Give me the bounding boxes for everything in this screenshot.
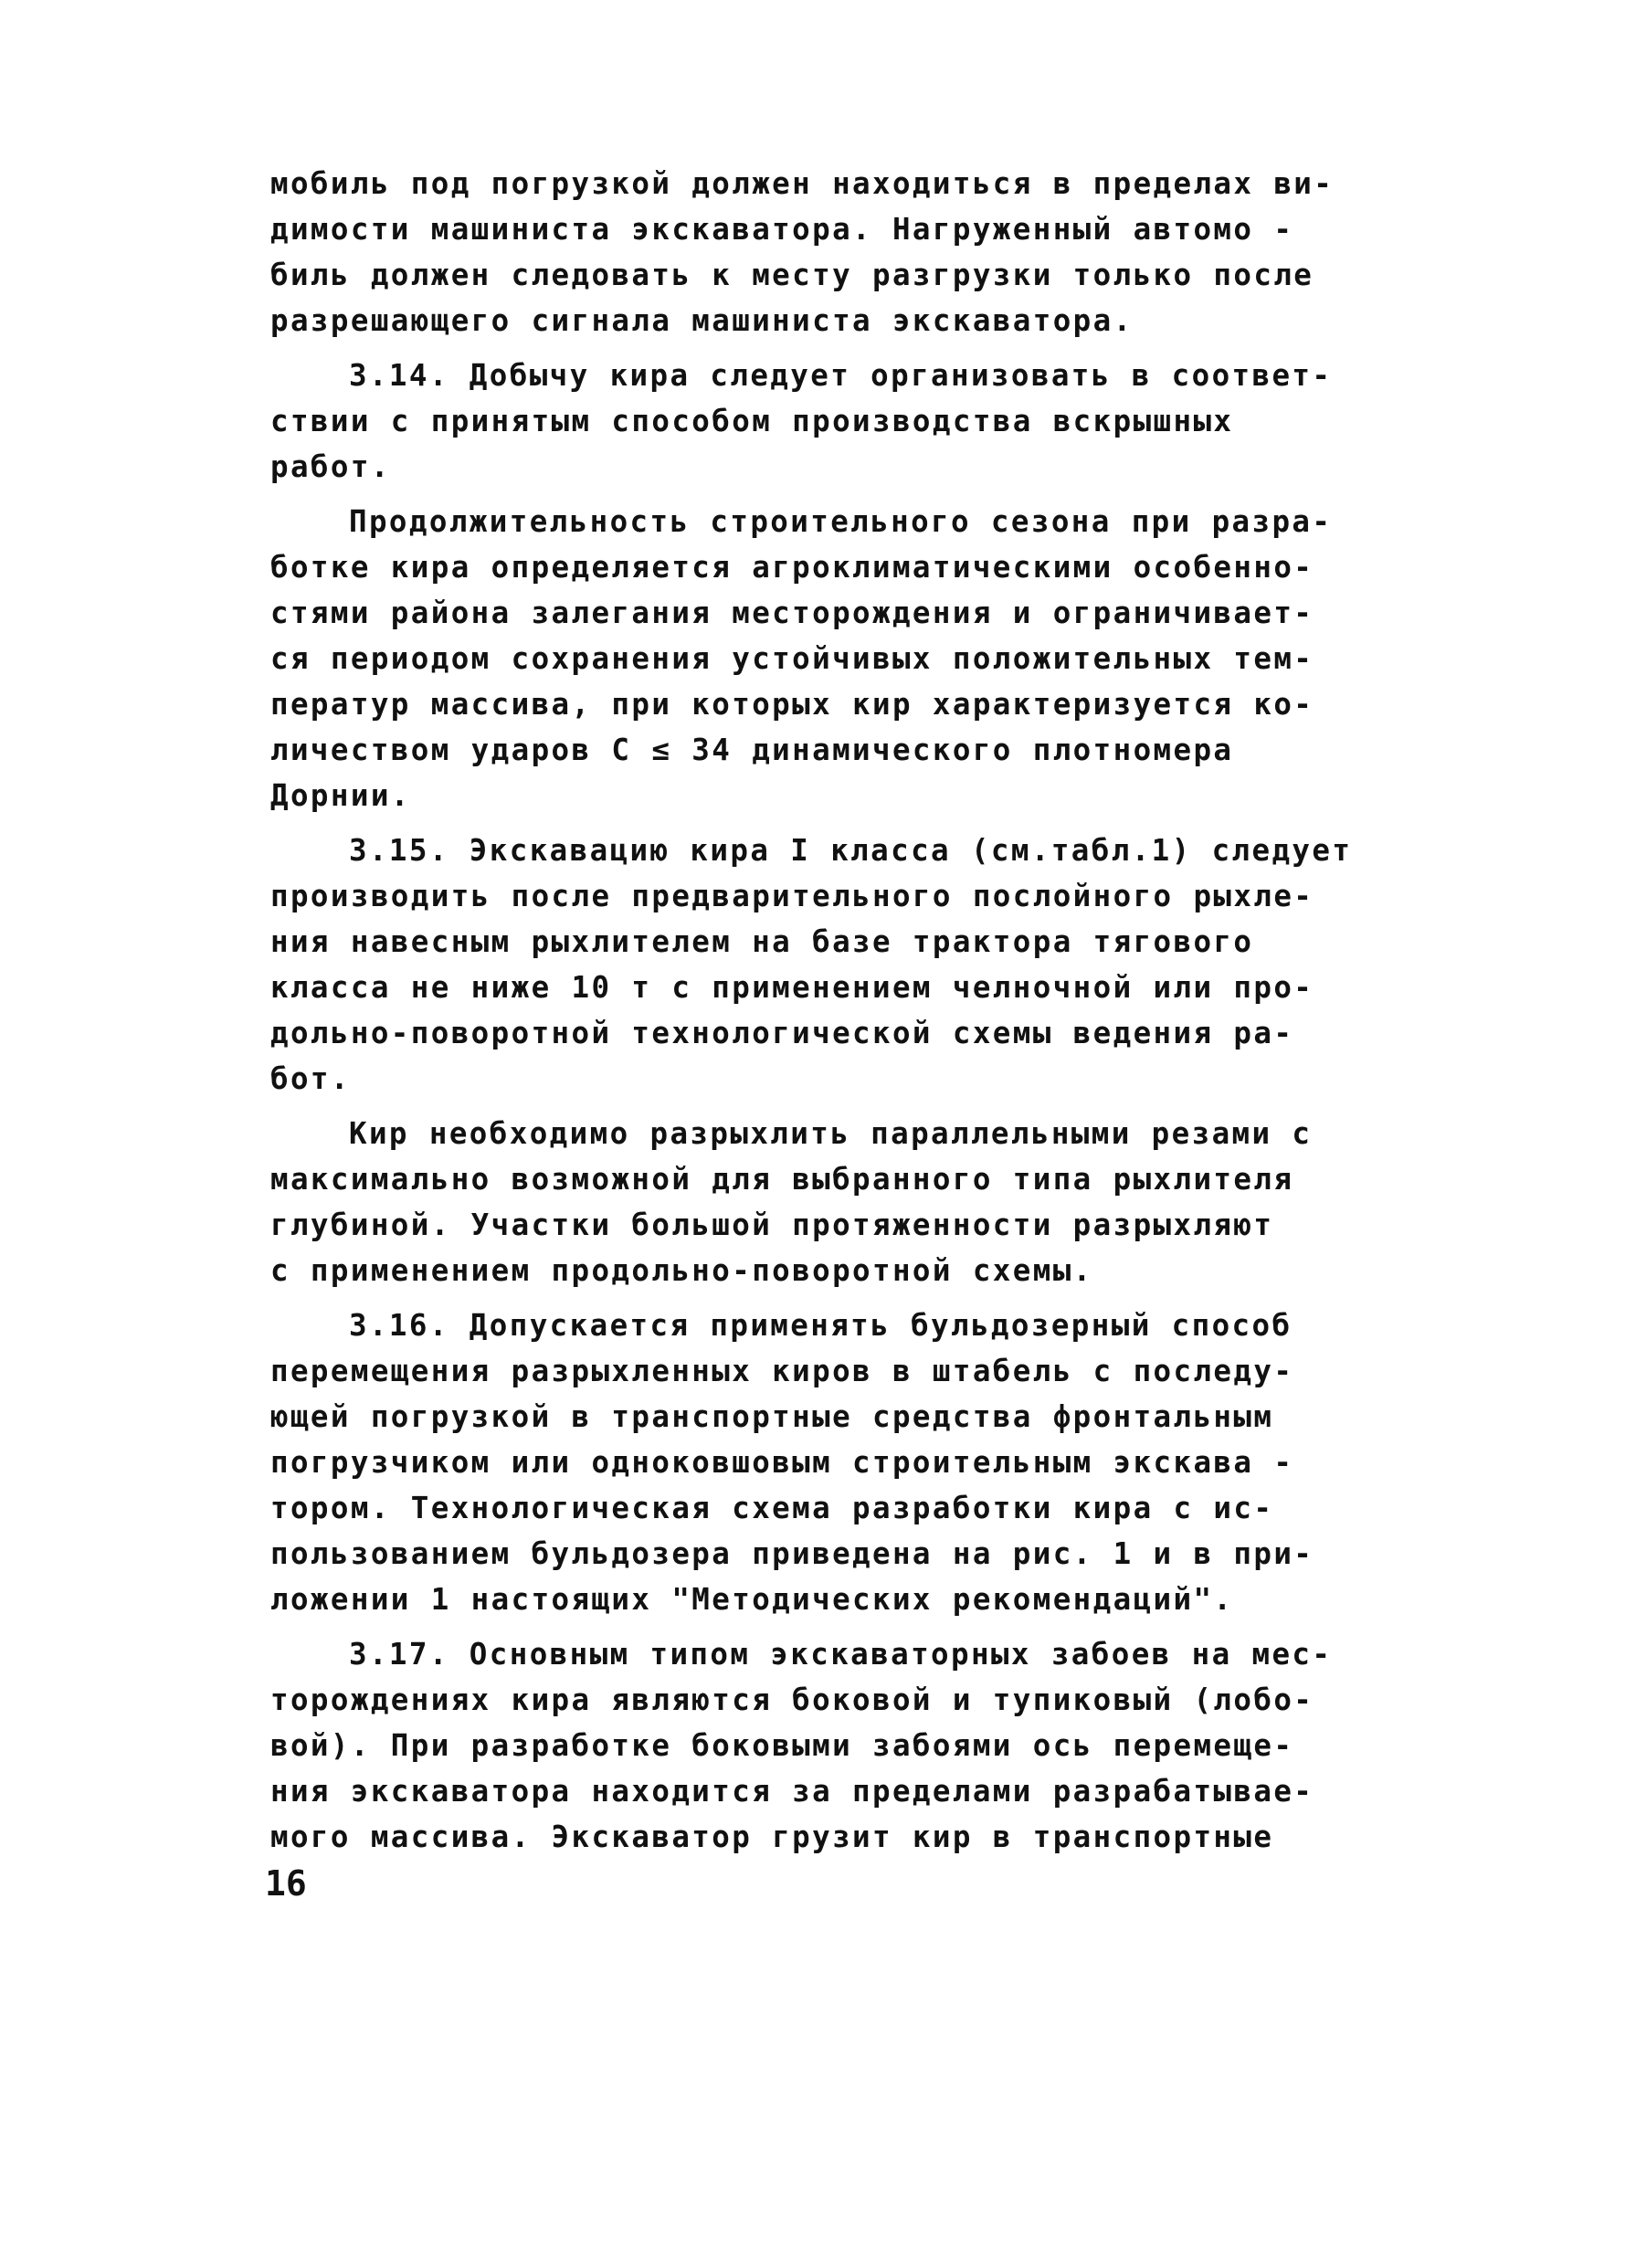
- text-line: разрешающего сигнала машиниста экскаватора.: [270, 303, 1134, 338]
- text-line: ния экскаватора находится за пределами разрабатывае-: [270, 1774, 1314, 1809]
- text-line: класса не ниже 10 т с применением челночной или про-: [270, 970, 1314, 1005]
- paragraph-gap: [270, 1102, 1441, 1111]
- text-line: погрузчиком или одноковшовым строительным экскава -: [270, 1445, 1294, 1480]
- text-line: ператур массива, при которых кир характеризуется ко-: [270, 687, 1314, 722]
- text-line: димости машиниста экскаватора. Нагруженный автомо -: [270, 212, 1294, 247]
- text-line: работ.: [270, 449, 391, 484]
- paragraph-start: Продолжительность строительного сезона при разра-: [349, 504, 1333, 539]
- text-line: максимально возможной для выбранного типа рыхлителя: [270, 1162, 1294, 1197]
- text-line: бот.: [270, 1061, 351, 1096]
- text-line: Дорнии.: [270, 778, 411, 813]
- page-number: 16: [265, 1863, 307, 1904]
- text-line: ботке кира определяется агроклиматическими особенно-: [270, 550, 1314, 585]
- text-line: мого массива. Экскаватор грузит кир в транспортные: [270, 1820, 1274, 1854]
- text-line: личеством ударов С ≤ 34 динамического плотномера: [270, 733, 1234, 767]
- text-line: вой). При разработке боковыми забоями ось перемеще-: [270, 1728, 1294, 1763]
- text-line: дольно-поворотной технологической схемы ведения ра-: [270, 1016, 1294, 1050]
- text-line: с применением продольно-поворотной схемы.: [270, 1253, 1093, 1288]
- text-line: пользованием бульдозера приведена на рис. 1 и в при-: [270, 1536, 1314, 1571]
- paragraph-gap: [270, 490, 1441, 499]
- section-3-15-start: 3.15. Экскавацию кира I класса (см.табл.1) следует: [349, 833, 1353, 868]
- text-line: ствии с принятым способом производства вскрышных: [270, 404, 1234, 438]
- text-line: тором. Технологическая схема разработки кира с ис-: [270, 1491, 1274, 1525]
- paragraph-start: Кир необходимо разрыхлить параллельными резами с: [349, 1116, 1313, 1151]
- text-line: перемещения разрыхленных киров в штабель с последу-: [270, 1354, 1294, 1388]
- paragraph-gap: [270, 818, 1441, 828]
- text-line: ложении 1 настоящих "Методических рекомендаций".: [270, 1582, 1234, 1617]
- text-line: стями района залегания месторождения и ограничивает-: [270, 596, 1314, 630]
- text-line: торождениях кира являются боковой и тупиковый (лобо-: [270, 1683, 1314, 1717]
- text-line: мобиль под погрузкой должен находиться в пределах ви-: [270, 166, 1335, 201]
- text-line: глубиной. Участки большой протяженности разрыхляют: [270, 1208, 1274, 1242]
- body-text: [270, 161, 1441, 1860]
- paragraph-gap: [270, 343, 1441, 353]
- paragraph-gap: [270, 1622, 1441, 1631]
- text-line: производить после предварительного послойного рыхле-: [270, 879, 1314, 913]
- section-3-16-start: 3.16. Допускается применять бульдозерный способ: [349, 1308, 1293, 1343]
- paragraph-gap: [270, 1293, 1441, 1303]
- text-line: ся периодом сохранения устойчивых положительных тем-: [270, 641, 1314, 676]
- text-line: ния навесным рыхлителем на базе трактора тягового: [270, 924, 1254, 959]
- text-line: ющей погрузкой в транспортные средства фронтальным: [270, 1399, 1274, 1434]
- text-line: биль должен следовать к месту разгрузки только после: [270, 258, 1314, 292]
- section-3-14-start: 3.14. Добычу кира следует организовать в соответ-: [349, 358, 1333, 393]
- section-3-17-start: 3.17. Основным типом экскаваторных забоев на мес-: [349, 1637, 1333, 1672]
